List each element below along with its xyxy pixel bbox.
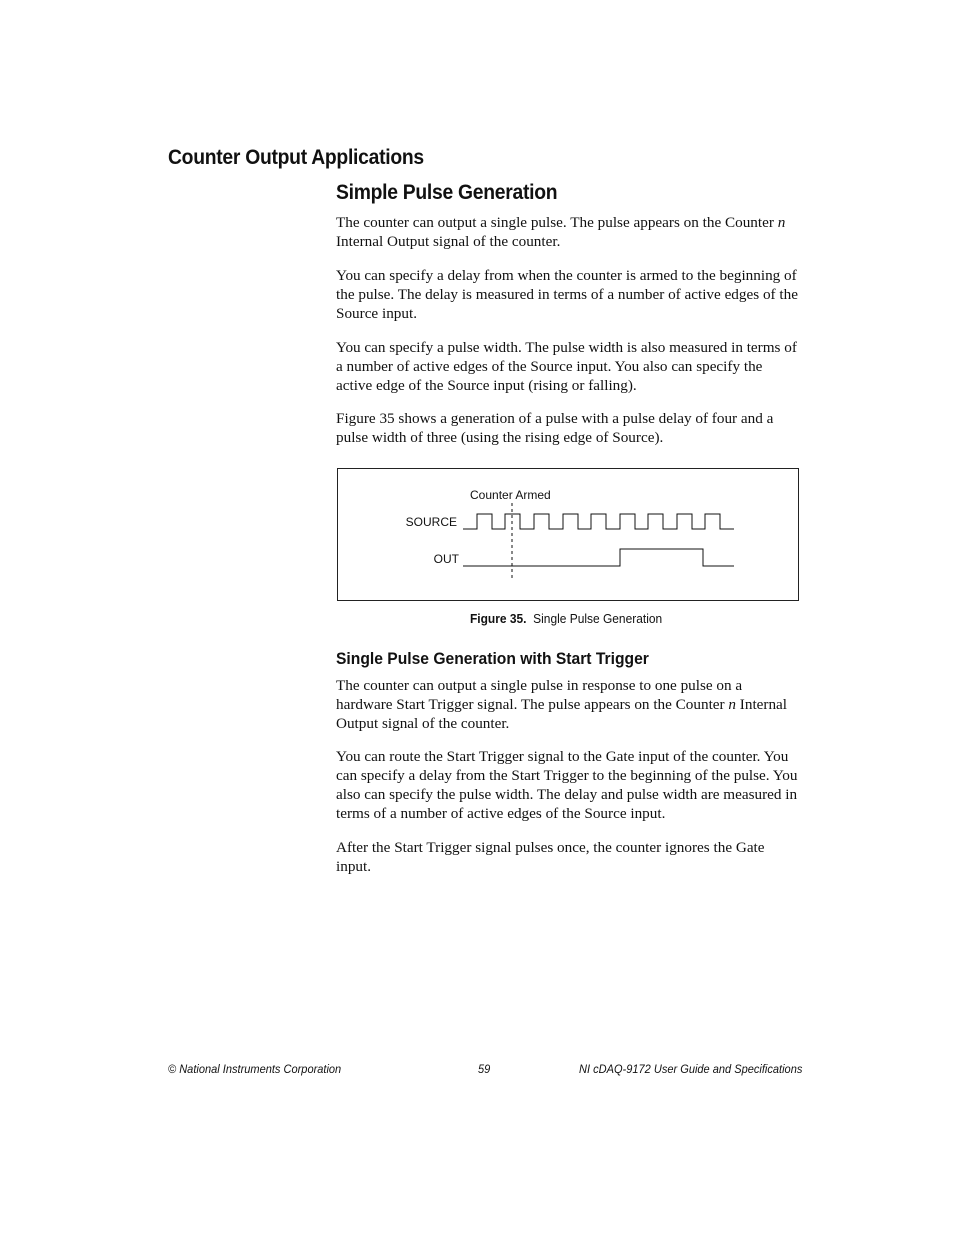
figure-caption-number: Figure 35.	[470, 611, 527, 626]
section-title: Counter Output Applications	[168, 146, 424, 169]
source-label: SOURCE	[405, 515, 457, 529]
footer-copyright: © National Instruments Corporation	[168, 1062, 342, 1076]
paragraph-trigger-2: You can route the Start Trigger signal to the Gate input of the counter. You can specify a delay from the Start Trigger to the beginning of the pulse. You also can specify the pulse width. The delay and pulse width are measured in terms of a number of active edges of the Source input.	[336, 748, 798, 822]
paragraph-simple-1: The counter can output a single pulse. The pulse appears on the Counter n Internal Output signal of the counter.	[336, 214, 786, 250]
paragraph-trigger-3: After the Start Trigger signal pulses once, the counter ignores the Gate input.	[336, 839, 765, 875]
out-waveform	[463, 549, 734, 566]
figure-single-pulse-generation	[337, 468, 799, 601]
subsubsection-title: Single Pulse Generation with Start Trigger	[336, 649, 649, 668]
paragraph-simple-3: You can specify a pulse width. The pulse width is also measured in terms of a number of active edges of the Source input. You also can specify the active edge of the Source input (rising or falling).	[336, 339, 797, 394]
footer-page-number: 59	[478, 1062, 491, 1076]
source-waveform	[463, 514, 734, 529]
figure-caption-text: Single Pulse Generation	[533, 611, 663, 626]
counter-armed-label: Counter Armed	[470, 488, 551, 502]
timing-diagram	[338, 469, 800, 602]
subsection-title: Simple Pulse Generation	[336, 181, 558, 204]
paragraph-trigger-1: The counter can output a single pulse in response to one pulse on a hardware Start Trigger signal. The pulse appears on the Counter n Internal Output signal of the counter.	[336, 677, 788, 732]
out-label: OUT	[433, 552, 459, 566]
footer-document-title: NI cDAQ-9172 User Guide and Specifications	[579, 1062, 803, 1076]
paragraph-simple-2: You can specify a delay from when the counter is armed to the beginning of the pulse. The delay is measured in terms of a number of active edges of the Source input.	[336, 267, 798, 322]
paragraph-simple-4: Figure 35 shows a generation of a pulse with a pulse delay of four and a pulse width of three (using the rising edge of Source).	[336, 410, 774, 446]
figure-caption	[470, 611, 662, 626]
